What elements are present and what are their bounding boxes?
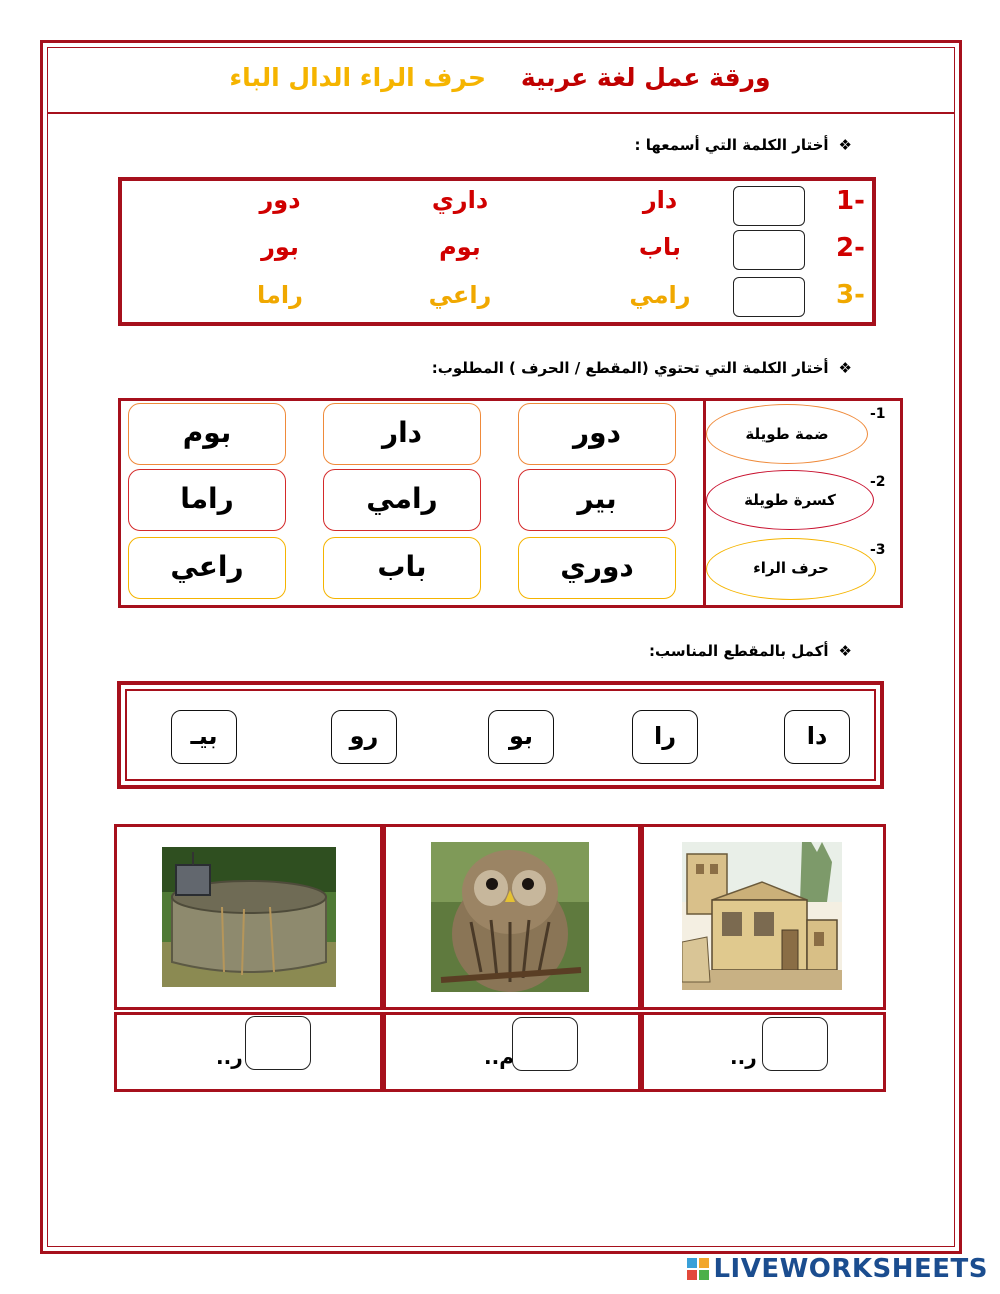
category3-ellipse: حرف الراء: [706, 538, 876, 600]
liveworksheets-logo-text: LIVEWORKSHEETS: [713, 1254, 988, 1284]
owl-picture: [431, 842, 589, 992]
owl-suffix: ..م: [484, 1045, 514, 1069]
section1-row3-word2[interactable]: راعي: [428, 281, 492, 309]
house-answer-box[interactable]: [762, 1017, 828, 1071]
section1-row2-word3[interactable]: بور: [261, 233, 299, 261]
section1-row2-number: 2-: [836, 233, 865, 263]
word-pill-r3c2[interactable]: باب: [323, 537, 481, 599]
category1-number: -1: [870, 406, 886, 422]
well-picture: [162, 847, 336, 987]
word-pill-r2c1[interactable]: بير: [518, 469, 676, 531]
section1-row1-word3[interactable]: دور: [259, 186, 301, 214]
syllable-da[interactable]: دا: [784, 710, 850, 764]
bullet-icon: ❖: [838, 359, 852, 377]
syllable-bi[interactable]: بيـ: [171, 710, 237, 764]
section1-row3-word1[interactable]: رامي: [629, 281, 691, 309]
page-title: [200, 58, 800, 98]
section1-instruction-text: أختار الكلمة التي أسمعها :: [634, 136, 829, 154]
house-picture: [682, 842, 842, 990]
liveworksheets-logo: [687, 1254, 988, 1284]
section1-row2-answer-box[interactable]: [733, 230, 805, 270]
section1-row3-number: 3-: [836, 280, 865, 310]
syllable-ra[interactable]: را: [632, 710, 698, 764]
category1-ellipse: ضمة طويلة: [706, 404, 868, 464]
word-pill-r1c2[interactable]: دار: [323, 403, 481, 465]
category2-ellipse: كسرة طويلة: [706, 470, 874, 530]
section2-instruction: [252, 359, 852, 377]
syllable-ru[interactable]: رو: [331, 710, 397, 764]
word-pill-r1c1[interactable]: دور: [518, 403, 676, 465]
section1-row1-word2[interactable]: داري: [431, 186, 489, 214]
well-answer-box[interactable]: [245, 1016, 311, 1070]
section1-row2-word1[interactable]: باب: [638, 233, 682, 261]
section1-instruction: [352, 136, 852, 154]
well-suffix: ..ر: [216, 1045, 243, 1069]
bullet-icon: ❖: [838, 642, 852, 660]
section3-instruction-text: أكمل بالمقطع المناسب:: [648, 642, 829, 660]
category3-number: -3: [870, 542, 886, 558]
word-pill-r3c3[interactable]: راعي: [128, 537, 286, 599]
section1-row1-number: 1-: [836, 186, 865, 216]
section1-row1-answer-box[interactable]: [733, 186, 805, 226]
section1-row2-word2[interactable]: بوم: [439, 233, 481, 261]
syllable-bu[interactable]: بو: [488, 710, 554, 764]
section1-row3-word3[interactable]: راما: [257, 281, 303, 309]
house-suffix: ..ر: [730, 1045, 757, 1069]
owl-answer-box[interactable]: [512, 1017, 578, 1071]
section1-row1-word1[interactable]: دار: [642, 186, 678, 214]
section3-instruction: [352, 642, 852, 660]
word-pill-r2c2[interactable]: رامي: [323, 469, 481, 531]
category2-number: -2: [870, 474, 886, 490]
title-letters: حرف الراء الدال الباء: [229, 63, 486, 92]
liveworksheets-logo-icon: [687, 1257, 709, 1279]
title-subject: ورقة عمل لغة عربية: [520, 63, 771, 92]
word-pill-r1c3[interactable]: بوم: [128, 403, 286, 465]
word-pill-r2c3[interactable]: راما: [128, 469, 286, 531]
title-divider: [47, 112, 955, 114]
bullet-icon: ❖: [838, 136, 852, 154]
word-pill-r3c1[interactable]: دوري: [518, 537, 676, 599]
section2-instruction-text: أختار الكلمة التي تحتوي (المقطع / الحرف ) المطلوب:: [431, 359, 829, 377]
section1-row3-answer-box[interactable]: [733, 277, 805, 317]
